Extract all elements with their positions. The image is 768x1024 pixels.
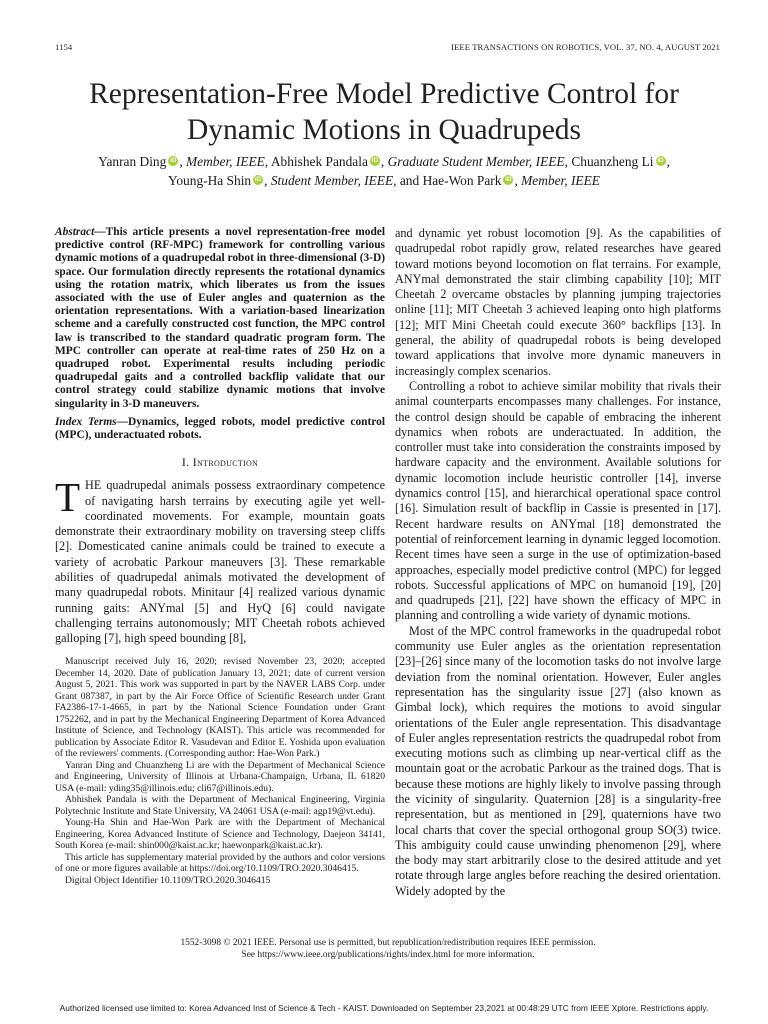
section-title: Introduction bbox=[192, 455, 259, 470]
drop-cap: T bbox=[55, 474, 81, 521]
author-role: Student Member, IEEE bbox=[270, 173, 394, 188]
orcid-icon[interactable]: iD bbox=[505, 176, 512, 183]
author-role: Graduate Student Member, IEEE bbox=[387, 154, 565, 169]
body-paragraph: Most of the MPC control frameworks in the quadrupedal robot community use Euler angles as the orientation representation [23]–[26] since many of the locomotion tasks do not involve large deviation from the nominal orientation. However, Euler angles representation has the singularity issue [27] (also known as Gimbal lock), which requires the motions to avoid singular orientations of the Euler angle representation. This disadvantage of Euler angles representation restricts the quadrupedal robot from executing motions such as climbing up near-vertical cliff as the mountain goat or the acrobatic Parkour as the trained dogs. That is because these motions are highly likely to involve passing through the vicinity of singularity. Quaternion [28] is a singularity-free representation, but as mentioned in [29], quaternions have two local charts that cover the special orthogonal group SO(3) twice. This ambiguity could cause unwinding phenomenon [29], where the body may start arbitrarily close to the desired attitude and yet rotate through large angles before reaching the desired orientation. Widely adopted by the bbox=[395, 623, 721, 898]
index-terms bbox=[55, 416, 385, 442]
section-heading bbox=[55, 455, 385, 470]
footnote-manuscript: Manuscript received July 16, 2020; revised November 23, 2020; accepted December 14, 2020. Date of publication January 13, 2021; date of current version August 5, 2021. This work was supported in part by the NAVER LABS Corp. under Grant 087387, in part by the Air Force Office of Scientific Research under Grant FA2386-17-1-4665, in part by the National Science Foundation under Grant 1752262, and in part by the Mechanical Engineering Department of Korea Advanced Institute of Science, and Technology (KAIST). This article was recommended for publication by Associate Editor R. Vasudevan and Editor E. Yoshida upon evaluation of the reviewers' comments. (Corresponding author: Hae-Won Park.) bbox=[55, 656, 385, 759]
journal-header: IEEE TRANSACTIONS ON ROBOTICS, VOL. 37, NO. 4, AUGUST 2021 bbox=[451, 42, 720, 52]
page-number: 1154 bbox=[55, 42, 73, 52]
right-column bbox=[395, 226, 721, 899]
index-terms-text: —Dynamics, legged robots, model predictive control (MPC), underactuated robots. bbox=[55, 415, 385, 442]
footnote-affiliation: Yanran Ding and Chuanzheng Li are with the Department of Mechanical Science and Engineering, University of Illinois at Urbana-Champaign, Urbana, IL 61820 USA (e-mail: yding35@illinois.edu; cli67@illinois.edu). bbox=[55, 759, 385, 794]
author-role: Member, IEEE bbox=[186, 154, 265, 169]
author-name: Abhishek Pandala bbox=[270, 154, 368, 169]
orcid-icon[interactable]: iD bbox=[170, 157, 177, 164]
authorized-use-notice: Authorized licensed use limited to: Korea Advanced Inst of Science & Tech - KAIST. Downloaded on September 23,2021 at 00:48:29 UTC from IEEE Xplore. Restrictions apply. bbox=[59, 1003, 709, 1013]
footnotes bbox=[55, 656, 385, 886]
footnote-doi: Digital Object Identifier 10.1109/TRO.2020.3046415 bbox=[65, 874, 271, 886]
body-paragraph: Controlling a robot to achieve similar mobility that rivals their animal counterparts encompasses many challenges. For instance, the control design should be capable of embracing the inherent dynamics when robots are underactuated. In addition, the controller must take into consideration the constraints imposed by hardware capacity and the environment. Available solutions for dynamic locomotion include heuristic controller [14], inverse dynamics control [15], and hierarchical operational space control [16]. Simulation result of backflip in Cassie is presented in [17]. Recent hardware results on ANYmal [18] demonstrated the potential of reinforcement learning in dynamic legged locomotion. Recent times have seen a surge in the use of optimization-based approaches, especially model predictive control (MPC) for legged robots. Successful applications of MPC on humanoid [19], [20] and quadrupeds [21], [22] have shown the efficacy of MPC in planning and controlling a wide variety of dynamic motions. bbox=[395, 378, 721, 623]
intro-text: HE quadrupedal animals possess extraordinary competence of navigating harsh terrains by executing agile yet well-coordinated movements. For example, mountain goats demonstrate their extraordinary mobility on traversing steep cliffs [2]. Domesticated canine animals could be trained to execute a variety of acrobatic Parkour maneuvers [3]. These remarkable abilities of quadrupedal animals motivated the development of many quadrupedal robots. Minitaur [4] realized various dynamic running gaits: ANYmal [5] and HyQ [6] could navigate challenging terrains autonomously; MIT Cheetah robots achieved galloping [7], high speed bounding [8], bbox=[55, 478, 385, 646]
abstract bbox=[55, 226, 385, 411]
intro-paragraph bbox=[55, 474, 385, 646]
author-name: Yanran Ding bbox=[98, 154, 167, 169]
left-column bbox=[55, 226, 385, 647]
author-name: Young-Ha Shin bbox=[168, 173, 252, 188]
index-terms-label: Index Terms bbox=[55, 415, 117, 428]
author-list: Yanran Ding iD , Member, IEEE, Abhishek Pandala iD , Graduate Student Member, IEEE, Chuanzheng Li iD , Young-Ha Shin iD , Student Member, IEEE, and Hae-Won Park iD , Member, IEEE bbox=[98, 154, 670, 188]
rights-link[interactable]: See https://www.ieee.org/publications/rights/index.html for more information. bbox=[241, 949, 535, 960]
copyright-line: 1552-3098 © 2021 IEEE. Personal use is permitted, but republication/redistribution requires IEEE permission. bbox=[180, 938, 596, 948]
abstract-text: —This article presents a novel representation-free model predictive control (RF-MPC) framework for controlling various dynamic motions of a quadrupedal robot in three-dimensional (3-D) space. Our formulation directly represents the rotational dynamics using the rotation matrix, which liberates us from the issues associated with the use of Euler angles and quaternion as the orientation representations. With a variation-based linearization scheme and a carefully constructed cost function, the MPC control law is transcribed to the standard quadratic program form. The MPC controller can operate at real-time rates of 250 Hz on a quadruped robot. Experimental results including periodic quadrupedal gaits and a controlled backflip validate that our control strategy could stabilize dynamic motions that involve singularity in 3-D maneuvers. bbox=[55, 226, 385, 410]
abstract-label: Abstract bbox=[55, 226, 95, 238]
author-role: Member, IEEE bbox=[521, 173, 600, 188]
author-name: Chuanzheng Li bbox=[571, 154, 654, 169]
body-paragraph: and dynamic yet robust locomotion [9]. As the capabilities of quadrupedal robot rapidly grow, related researches have geared toward motions beyond locomotion on flat terrains. For example, ANYmal demonstrated the stair climbing capability [10]; MIT Cheetah 2 overcame obstacles by planning jumping trajectories online [11]; MIT Cheetah 3 achieved leaping onto high platforms [12]; MIT Mini Cheetah could execute 360° backflips [13]. In general, the ability of quadrupedal robots is being developed toward applications that involve more dynamic maneuvers in increasingly complex scenarios. bbox=[395, 226, 721, 378]
orcid-icon[interactable]: iD bbox=[657, 157, 664, 164]
paper-title-line-1: Representation-Free Model Predictive Control for bbox=[89, 78, 679, 110]
paper-title-line-2: Dynamic Motions in Quadrupeds bbox=[186, 114, 582, 146]
footnote-affiliation: Young-Ha Shin and Hae-Won Park are with the Department of Mechanical Engineering, Korea Advanced Institute of Science and Technology, Daejeon 34141, South Korea (e-mail: shin000@kaist.ac.kr; haewonpark@kaist.ac.kr). bbox=[55, 817, 385, 851]
footnote-affiliation: Abhishek Pandala is with the Department of Mechanical Engineering, Virginia Polytechnic Institute and State University, VA 24061 USA (e-mail: agp19@vt.edu). bbox=[55, 794, 385, 817]
copyright-notice bbox=[55, 938, 721, 961]
orcid-icon[interactable]: iD bbox=[254, 176, 262, 183]
orcid-icon[interactable]: iD bbox=[371, 157, 379, 164]
author-name: Hae-Won Park bbox=[422, 173, 502, 188]
section-numeral: I. bbox=[181, 455, 190, 470]
paper-title bbox=[40, 76, 728, 148]
footnote-supplementary: This article has supplementary material provided by the authors and color versions of one or more figures available at https://doi.org/10.1109/TRO.2020.3046415. bbox=[55, 851, 385, 874]
